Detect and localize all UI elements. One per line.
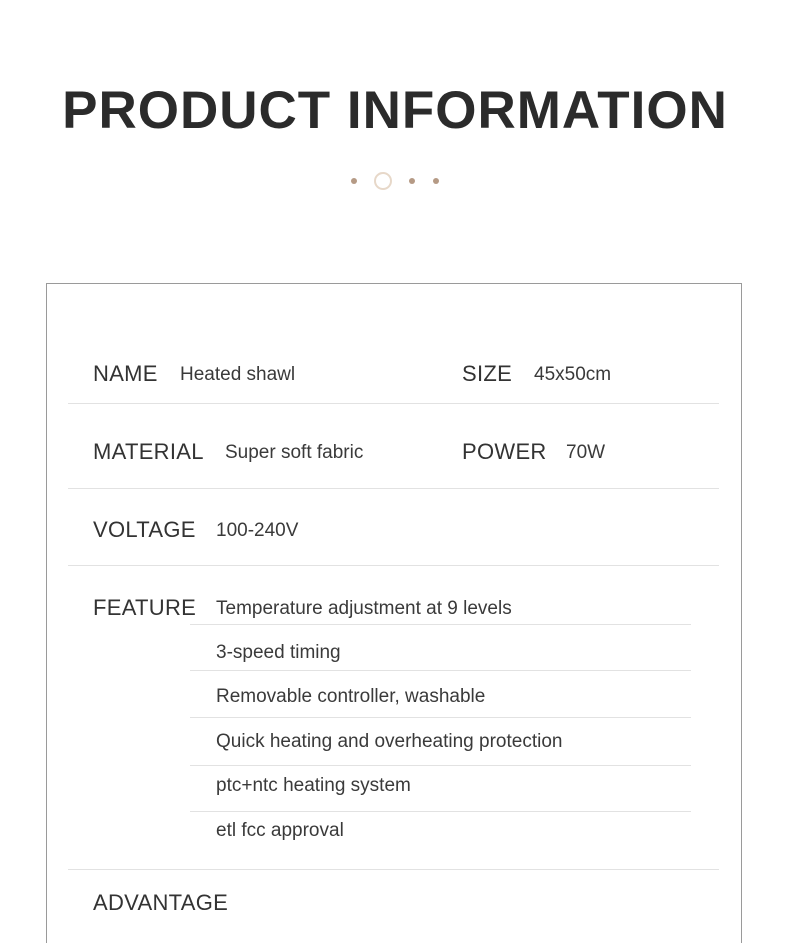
indicator-dot	[409, 178, 415, 184]
voltage-label: VOLTAGE	[93, 517, 196, 542]
feature-item: 3-speed timing	[216, 642, 341, 663]
feature-item: etl fcc approval	[216, 820, 344, 841]
feature-divider	[190, 717, 691, 718]
row-divider	[68, 869, 719, 870]
name-label: NAME	[93, 361, 158, 386]
row-divider	[68, 565, 719, 566]
voltage-value: 100-240V	[216, 520, 299, 541]
material-value: Super soft fabric	[225, 442, 364, 463]
material-label: MATERIAL	[93, 439, 204, 464]
indicator-dot	[351, 178, 357, 184]
page-title: PRODUCT INFORMATION	[62, 81, 728, 140]
indicator-dot-active	[374, 172, 392, 190]
power-value: 70W	[566, 442, 606, 463]
feature-item: Removable controller, washable	[216, 686, 486, 707]
name-value: Heated shawl	[180, 364, 296, 385]
carousel-indicator	[0, 172, 790, 190]
row-divider	[68, 488, 719, 489]
feature-item: ptc+ntc heating system	[216, 775, 411, 796]
feature-item: Quick heating and overheating protection	[216, 731, 563, 752]
advantage-label: ADVANTAGE	[93, 890, 229, 915]
indicator-dot	[433, 178, 439, 184]
feature-divider	[190, 811, 691, 812]
feature-divider	[190, 670, 691, 671]
row-divider	[68, 403, 719, 404]
feature-divider	[190, 624, 691, 625]
feature-item: Temperature adjustment at 9 levels	[216, 598, 512, 619]
size-label: SIZE	[462, 361, 513, 386]
feature-label: FEATURE	[93, 595, 197, 620]
size-value: 45x50cm	[534, 364, 612, 385]
power-label: POWER	[462, 439, 547, 464]
feature-divider	[190, 765, 691, 766]
